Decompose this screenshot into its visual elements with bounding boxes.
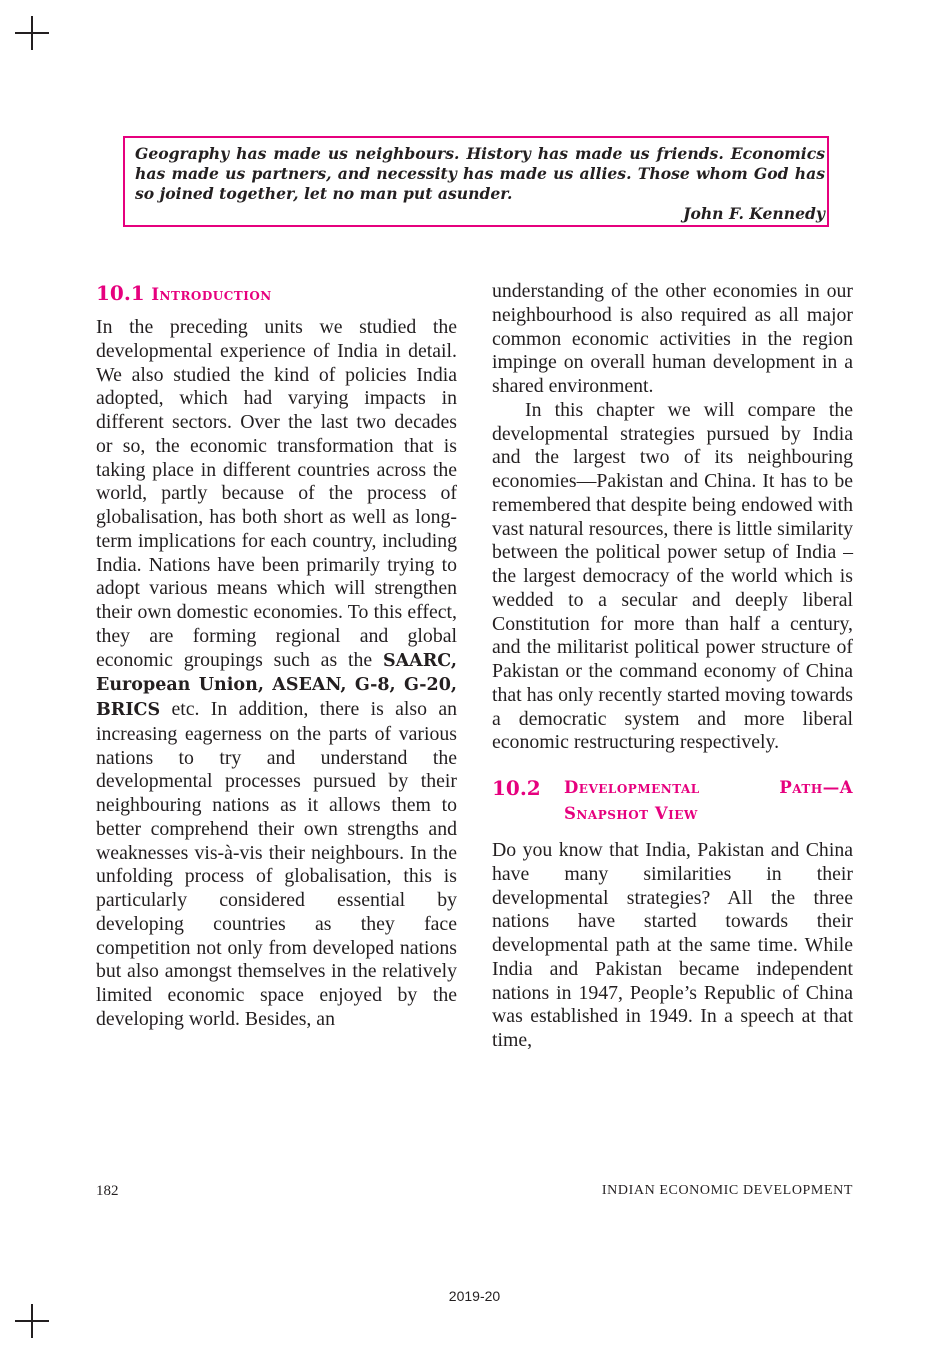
section-number: 10.2 (492, 776, 541, 800)
quote-box (123, 136, 829, 227)
left-column (96, 280, 457, 1032)
intro-paragraph (96, 316, 457, 1032)
section-title: Developmental Path—A Snapshot View (564, 778, 853, 823)
intro-paragraph-continued: understanding of the other economies in our neighbourhood is also required as all major common economic activities in the region impinge on overall human development in a shared environment. (492, 280, 853, 397)
page-number: 182 (96, 1183, 119, 1199)
edition-year: 2019-20 (448, 1288, 501, 1304)
crop-mark-top-left (15, 16, 51, 52)
section-number: 10.1 (96, 281, 145, 305)
right-column (492, 280, 853, 1053)
crop-mark-bottom-left (15, 1304, 51, 1340)
section-title: Introduction (151, 285, 272, 304)
quote-text: Geography has made us neighbours. History has made us friends. Economics has made us partners, and necessity has made us allies. Those whom God has so joined together, let no man put asunder. (135, 144, 825, 203)
economic-groupings: SAARC, European Union, ASEAN, G-8, G-20, BRICS (96, 650, 457, 720)
section-heading-introduction (96, 280, 457, 308)
intro-text-after: etc. In addition, there is also an increasing eagerness on the parts of various nations to try and understand the developmental processes pursued by their neighbouring nations as it allows them to better comprehend their own strengths and weaknesses vis-à-vis their neighbours. In the unfolding process of globalisation, this is particularly considered essential by developing countries as they face competition not only from developed nations but also amongst themselves in the relatively limited economic space enjoyed by the developing world. Besides, an (96, 698, 457, 1030)
developmental-path-paragraph: Do you know that India, Pakistan and China have many similarities in their developmental strategies? All the three nations have started towards their developmental path at the same time. While India and Pakistan became independent nations in 1947, People’s Republic of China was established in 1949. In a speech at that time, (492, 839, 853, 1051)
intro-text-before: In the preceding units we studied the developmental experience of India in detail. We also studied the kind of policies India adopted, which had varying impacts in different sectors. Over the last two decades or so, the economic transformation that is taking place in different countries across the world, partly because of the process of globalisation, has both short as well as long-term implications for each country, including India. Nations have been primarily trying to adopt various means which will strengthen their own domestic economies. To this effect, they are forming regional and global economic groupings such as the (96, 316, 457, 671)
quote-author: John F. Kennedy (683, 204, 825, 223)
section-heading-developmental-path (492, 775, 853, 827)
chapter-overview-paragraph: In this chapter we will compare the developmental strategies pursued by India and the largest two of its neighbouring economies—Pakistan and China. It has to be remembered that despite being endowed with vast natural resources, there is little similarity between the political power setup of India – the largest democracy of the world which is wedded to a secular and deeply liberal Constitution for more than half a century, and the militarist political power structure of Pakistan or the command economy of China that has only recently started moving towards a democratic system and more liberal economic restructuring respectively. (492, 398, 853, 754)
running-footer-title: INDIAN ECONOMIC DEVELOPMENT (601, 1183, 853, 1198)
